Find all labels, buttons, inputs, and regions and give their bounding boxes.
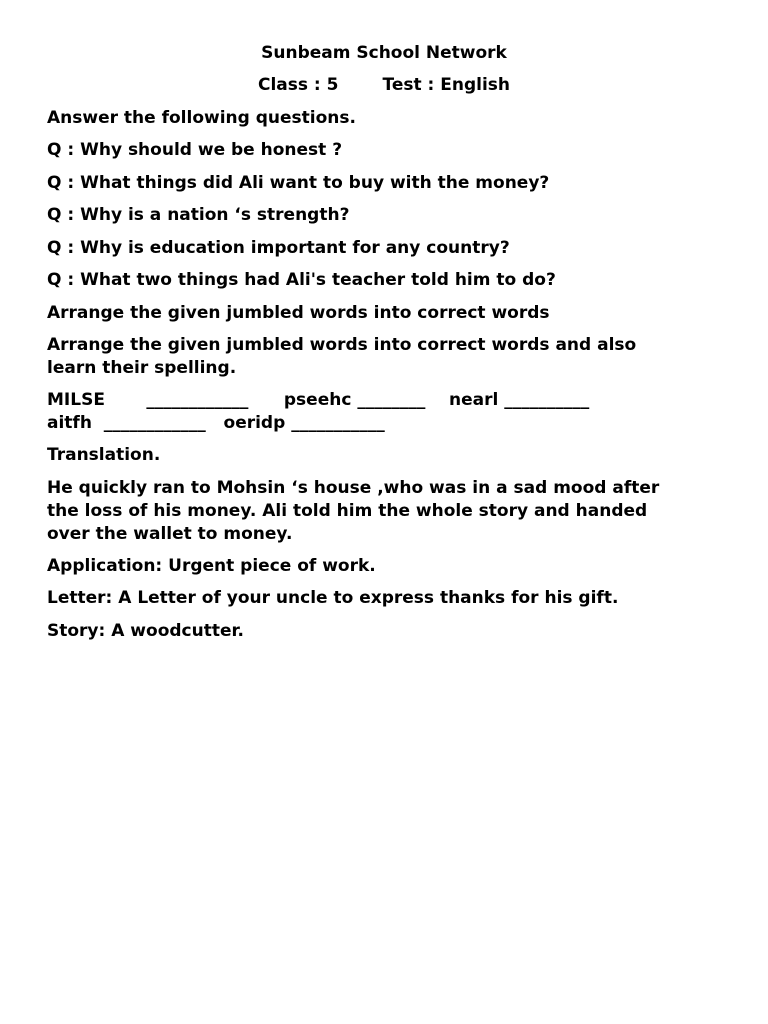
question-4: Q : Why is education important for any country?	[47, 238, 510, 258]
jumbled-line-1: MILSE ____________ pseehc ________ nearl __________	[47, 390, 590, 410]
translation-line-1: He quickly ran to Mohsin ‘s house ,who was in a sad mood after	[47, 478, 660, 498]
translation-heading: Translation.	[47, 445, 161, 465]
school-name: Sunbeam School Network	[261, 43, 507, 63]
class-label: Class : 5	[258, 75, 339, 95]
question-1: Q : Why should we be honest ?	[47, 140, 343, 160]
application-task: Application: Urgent piece of work.	[47, 556, 376, 576]
instruction-arrange: Arrange the given jumbled words into correct words	[47, 303, 550, 323]
instruction-arrange-full	[47, 334, 737, 380]
class-test-line	[0, 74, 768, 96]
question-2: Q : What things did Ali want to buy with the money?	[47, 173, 550, 193]
test-label: Test : English	[382, 75, 510, 95]
jumbled-line-2: aitfh ____________ oeridp ___________	[47, 413, 385, 433]
question-5: Q : What two things had Ali's teacher told him to do?	[47, 270, 556, 290]
instruction-arrange-full-line-1: Arrange the given jumbled words into correct words and also	[47, 335, 637, 355]
story-task: Story: A woodcutter.	[47, 621, 244, 641]
instruction-questions: Answer the following questions.	[47, 108, 356, 128]
translation-line-3: over the wallet to money.	[47, 524, 293, 544]
instruction-arrange-full-line-2: learn their spelling.	[47, 358, 237, 378]
translation-line-2: the loss of his money. Ali told him the whole story and handed	[47, 501, 648, 521]
translation-text	[47, 477, 737, 546]
question-3: Q : Why is a nation ‘s strength?	[47, 205, 350, 225]
letter-task: Letter: A Letter of your uncle to express thanks for his gift.	[47, 588, 619, 608]
jumbled-words	[47, 389, 737, 435]
